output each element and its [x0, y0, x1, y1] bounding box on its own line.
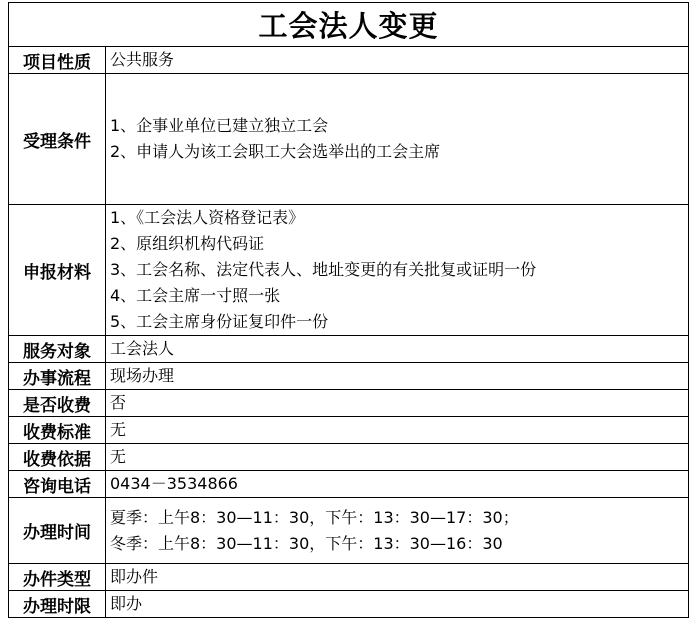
row-value-application-materials [106, 205, 689, 336]
table-row [9, 363, 689, 390]
value-line: 夏季：上午8：30—11：30，下午：13：30—17：30； [110, 507, 519, 527]
row-label-is-charged: 是否收费 [9, 390, 106, 417]
row-value-fee-basis [106, 444, 689, 471]
value-line: 公共服务 [110, 50, 175, 69]
row-value-process [106, 363, 689, 390]
value-line: 0434－3534866 [110, 474, 238, 493]
table-row [9, 336, 689, 363]
row-value-fee-standard [106, 417, 689, 444]
table-row [9, 471, 689, 498]
value-line: 3、工会名称、法定代表人、地址变更的有关批复或证明一份 [110, 260, 537, 279]
row-label-consult-phone: 咨询电话 [9, 471, 106, 498]
value-line: 5、工会主席身份证复印件一份 [110, 312, 329, 331]
row-value-acceptance-conditions [106, 74, 689, 205]
page-title: 工会法人变更 [9, 3, 689, 47]
value-line: 2、原组织机构代码证 [110, 234, 265, 253]
table-row [9, 417, 689, 444]
table-row [9, 47, 689, 74]
value-line: 1、《工会法人资格登记表》 [110, 208, 305, 227]
value-line: 无 [110, 420, 127, 439]
value-line: 4、工会主席一寸照一张 [110, 286, 281, 305]
row-value-project-nature [106, 47, 689, 74]
service-info-table [8, 2, 689, 618]
row-label-acceptance-conditions: 受理条件 [9, 74, 106, 205]
table-row [9, 390, 689, 417]
value-line: 即办件 [110, 567, 159, 586]
row-label-time-limit: 办理时限 [9, 591, 106, 618]
row-label-fee-standard: 收费标准 [9, 417, 106, 444]
row-value-consult-phone [106, 471, 689, 498]
value-line: 冬季：上午8：30—11：30，下午：13：30—16：30 [110, 533, 503, 553]
value-line: 即办 [110, 594, 143, 613]
row-value-is-charged [106, 390, 689, 417]
table-row [9, 564, 689, 591]
value-line: 1、企事业单位已建立独立工会 [110, 116, 329, 135]
value-line: 2、申请人为该工会职工大会选举出的工会主席 [110, 142, 441, 161]
row-value-office-hours [106, 498, 689, 564]
row-label-application-materials: 申报材料 [9, 205, 106, 336]
row-value-case-type [106, 564, 689, 591]
table-row [9, 444, 689, 471]
row-label-fee-basis: 收费依据 [9, 444, 106, 471]
value-line: 否 [110, 393, 127, 412]
title-row [9, 3, 689, 47]
value-line: 无 [110, 447, 127, 466]
row-value-service-target [106, 336, 689, 363]
row-value-time-limit [106, 591, 689, 618]
row-label-service-target: 服务对象 [9, 336, 106, 363]
row-label-process: 办事流程 [9, 363, 106, 390]
value-line: 工会法人 [110, 339, 175, 358]
row-label-case-type: 办件类型 [9, 564, 106, 591]
table-row [9, 205, 689, 336]
row-label-project-nature: 项目性质 [9, 47, 106, 74]
value-line: 现场办理 [110, 366, 175, 385]
table-row [9, 498, 689, 564]
row-label-office-hours: 办理时间 [9, 498, 106, 564]
table-row [9, 74, 689, 205]
table-row [9, 591, 689, 618]
